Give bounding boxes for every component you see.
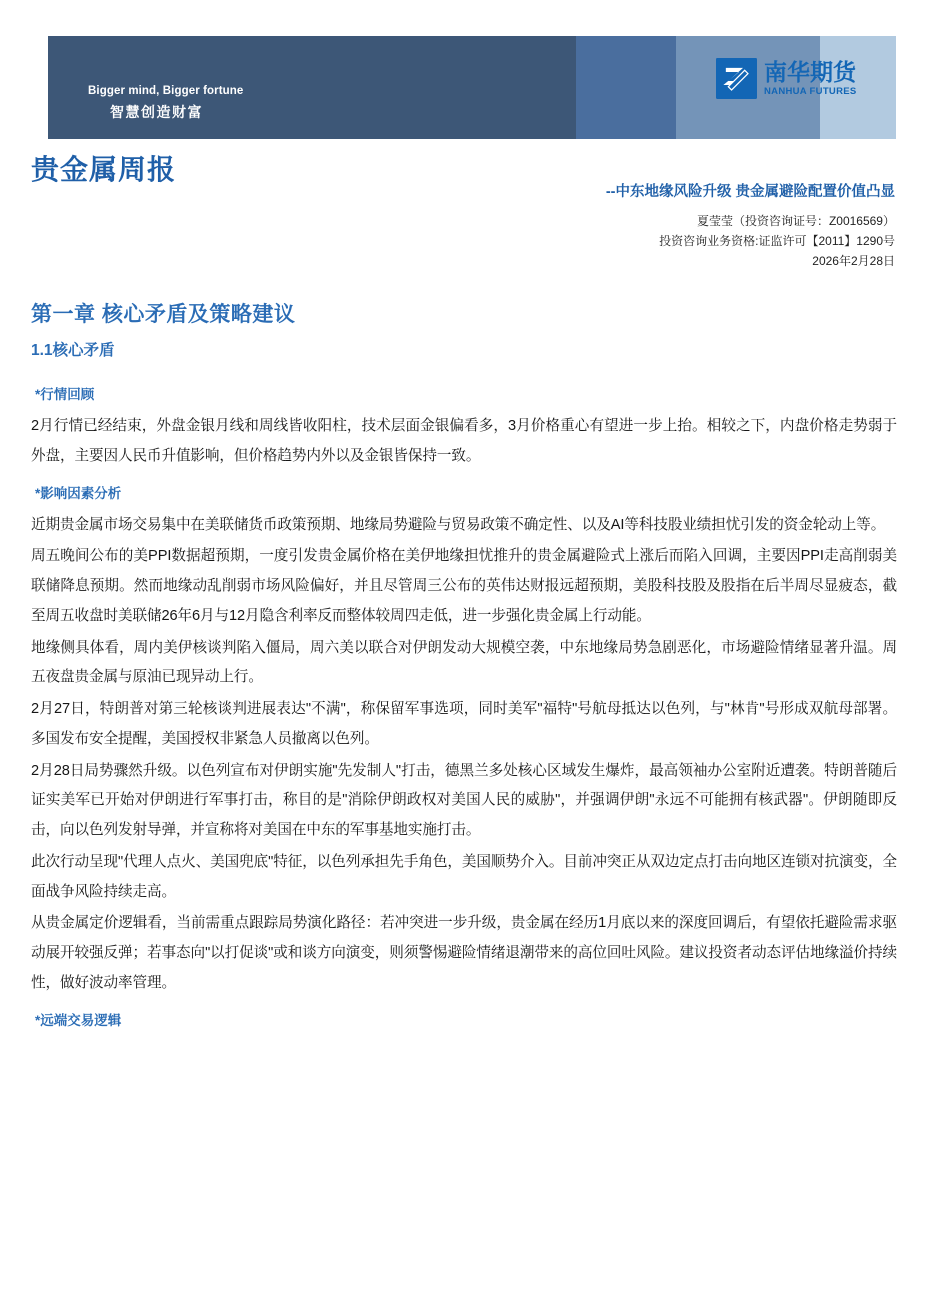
paragraph: 2月28日局势骤然升级。以色列宣布对伊朗实施"先发制人"打击，德黑兰多处核心区域发生爆炸，最高领袖办公室附近遭袭。特朗普随后证实美军已开始对伊朗进行军事打击，称目的是"消除伊朗政权对美国人民的威胁"，并强调伊朗"永远不可能拥有核武器"。伊朗随即反击，向以色列发射导弹，并宣称将对美国在中东的军事基地实施打击。	[31, 762, 897, 839]
logo-english-name: NANHUA FUTURES	[764, 85, 857, 97]
report-date: 2026年2月28日	[812, 253, 895, 268]
company-logo	[716, 58, 857, 99]
paragraph: 地缘侧具体看，周内美伊核谈判陷入僵局，周六美以联合对伊朗发动大规模空袭，中东地缘局势急剧恶化，市场避险情绪显著升温。周五夜盘贵金属与原油已现异动上行。	[31, 639, 897, 686]
slogan-english: Bigger mind, Bigger fortune	[88, 85, 244, 97]
paragraph: 周五晚间公布的美PPI数据超预期，一度引发贵金属价格在美伊地缘担忧推升的贵金属避险式上涨后而陷入回调，主要因PPI走高削弱美联储降息预期。然而地缘动乱削弱市场风险偏好，并且尽管周三公布的英伟达财报远超预期，美股科技股及股指在后半周尽显疲态，截至周五收盘时美联储26年6月与12月隐含利率反而整体较周四走低，进一步强化贵金属上行动能。	[31, 548, 897, 624]
paragraph: 从贵金属定价逻辑看，当前需重点跟踪局势演化路径：若冲突进一步升级，贵金属在经历1月底以来的深度回调后，有望依托避险需求驱动展开较强反弹；若事态向"以打促谈"或和谈方向演变，则须警惕避险情绪退潮带来的高位回吐风险。建议投资者动态评估地缘溢价持续性，做好波动率管理。	[31, 915, 897, 992]
license-line: 投资咨询业务资格:证监许可【2011】1290号	[659, 233, 895, 248]
paragraph: 2月行情已经结束，外盘金银月线和周线皆收阳柱，技术层面金银偏看多，3月价格重心有望进一步上抬。相较之下，内盘价格走势弱于外盘，主要因人民币升值影响，但价格趋势内外以及金银皆保持一致。	[31, 418, 897, 464]
subsection-label-factor-analysis: *影响因素分析	[35, 485, 122, 501]
paragraph: 2月27日，特朗普对第三轮核谈判进展表达"不满"，称保留军事选项，同时美军"福特"号航母抵达以色列，与"林肯"号形成双航母部署。多国发布安全提醒，美国授权非紧急人员撤离以色列。	[31, 701, 897, 747]
nanhua-logo-icon	[716, 58, 757, 99]
banner-band-medium	[576, 36, 676, 139]
paragraph: 此次行动呈现"代理人点火、美国兜底"特征，以色列承担先手角色，美国顺势介入。目前冲突正从双边定点打击向地区连锁对抗演变，全面战争风险持续走高。	[31, 853, 897, 900]
slogan-chinese: 智慧创造财富	[110, 103, 203, 120]
slogan-block	[88, 84, 243, 121]
logo-chinese-name: 南华期货	[764, 58, 856, 85]
section-heading: 1.1核心矛盾	[31, 342, 115, 359]
byline-block	[659, 212, 895, 271]
page-title: 贵金属周报	[31, 154, 177, 185]
banner-band-dark	[48, 36, 576, 139]
author-line: 夏莹莹（投资咨询证号：Z0016569）	[696, 214, 895, 228]
subsection-label-far-end-logic: *远端交易逻辑	[35, 1012, 122, 1028]
report-subtitle: --中东地缘风险升级 贵金属避险配置价值凸显	[605, 184, 895, 200]
logo-text-block	[764, 58, 857, 97]
chapter-heading: 第一章 核心矛盾及策略建议	[31, 303, 296, 326]
paragraph: 近期贵金属市场交易集中在美联储货币政策预期、地缘局势避险与贸易政策不确定性、以及AI等科技股业绩担忧引发的资金轮动上等。	[31, 516, 886, 533]
subsection-label-market-review: *行情回顾	[35, 387, 95, 402]
document-body	[31, 383, 897, 1038]
